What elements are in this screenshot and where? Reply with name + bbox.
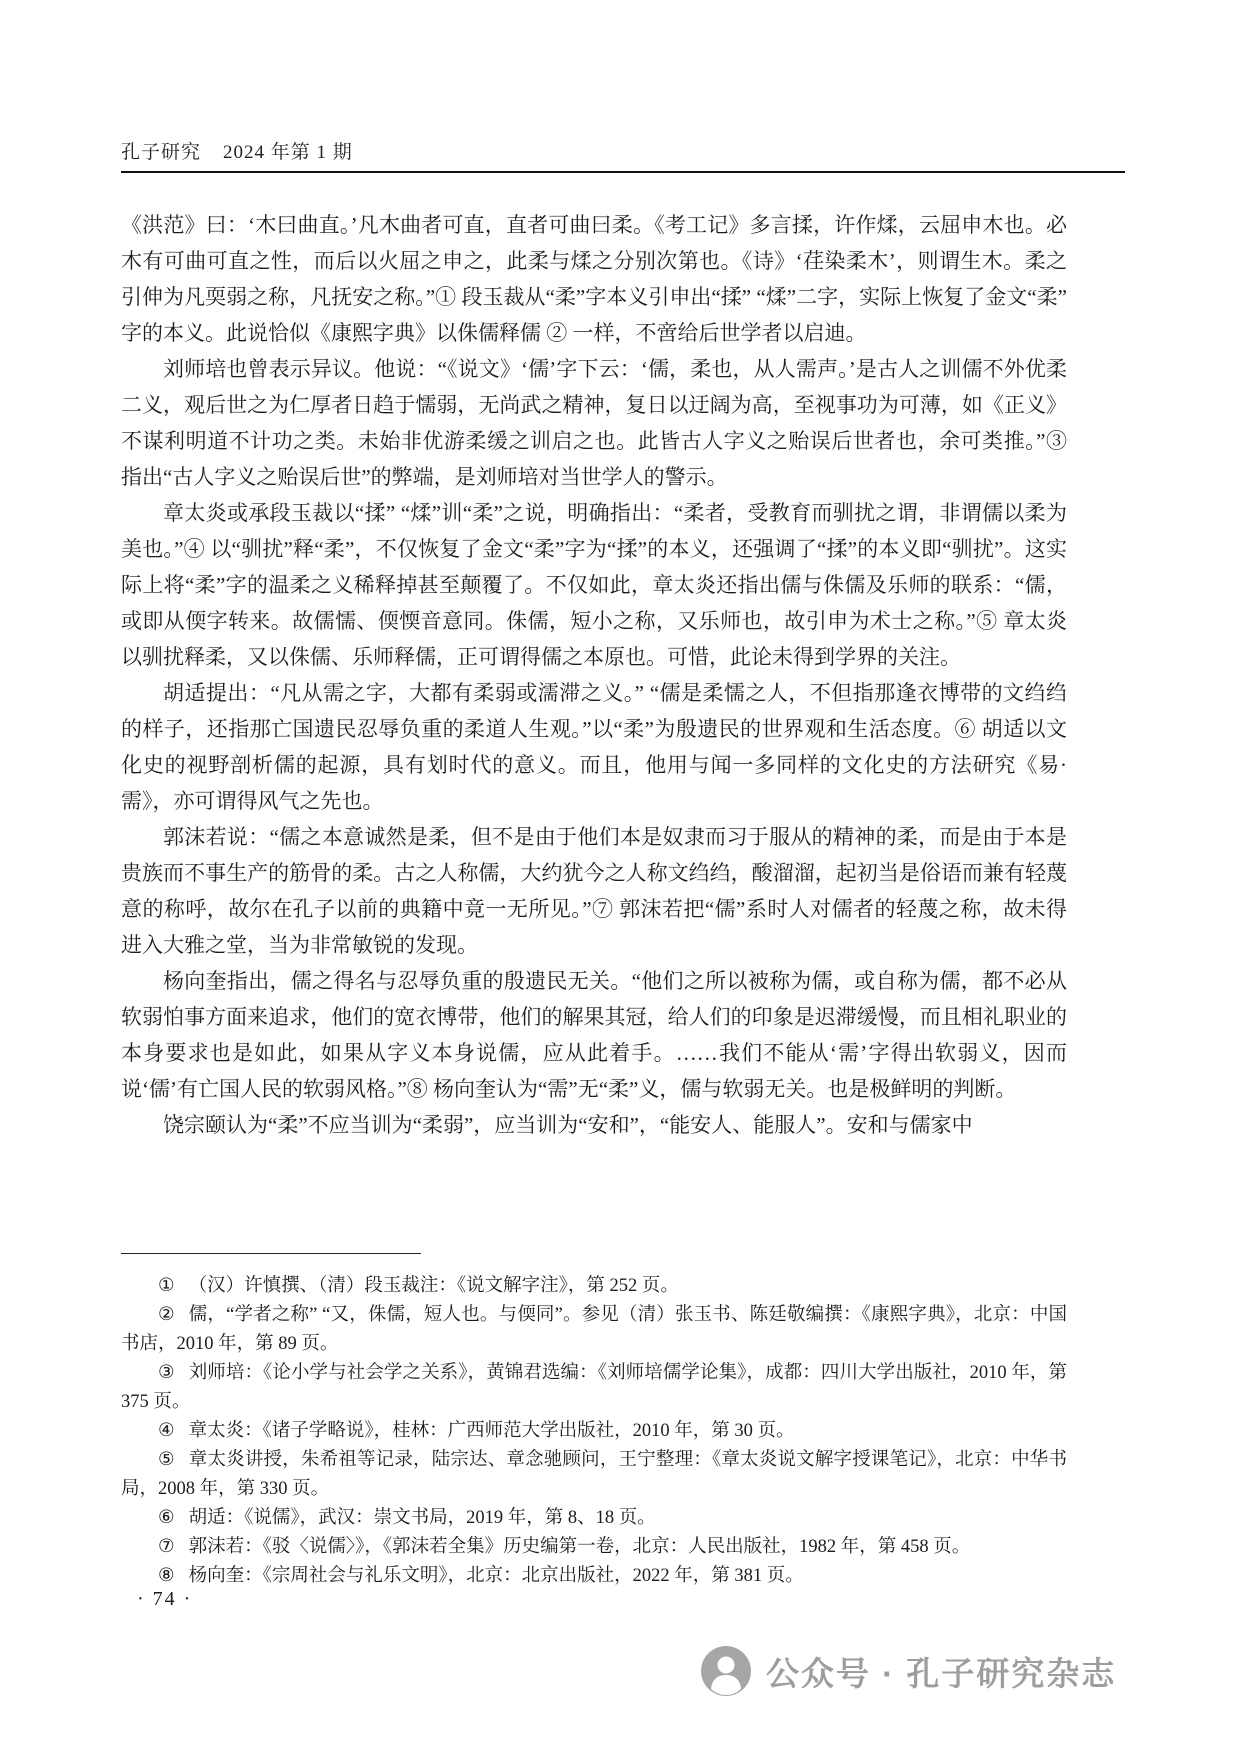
footnote-item (121, 1504, 1067, 1533)
footnote-item (121, 1533, 1067, 1562)
footnote-marker: ② (158, 1305, 175, 1325)
body-paragraph: 刘师培也曾表示异议。他说：“《说文》‘儒’字下云：‘儒，柔也，从人需声。’是古人之训儒不外优柔二义，观后世之为仁厚者日趋于懦弱，无尚武之精神，复日以迂阔为高，至视事功为可薄，如《正义》不谋利明道不计功之类。未始非优游柔缓之训启之也。此皆古人字义之贻误后世者也，余可类推。”③ 指出“古人字义之贻误后世”的弊端，是刘师培对当世学人的警示。 (121, 357, 1067, 489)
issue-label: 2024 年第 1 期 (223, 142, 353, 163)
footnote-marker: ③ (158, 1363, 175, 1383)
footnote-text: 胡适：《说儒》，武汉：崇文书局，2019 年，第 8、18 页。 (188, 1508, 656, 1528)
journal-title: 孔子研究 (121, 142, 202, 163)
footnote-item (121, 1562, 1067, 1591)
article-body (121, 207, 1067, 1143)
running-header (121, 137, 1125, 164)
footnote-item (121, 1417, 1067, 1446)
footnote-item (121, 1359, 1067, 1417)
footnote-item (121, 1446, 1067, 1504)
footnote-text: 章太炎：《诸子学略说》，桂林：广西师范大学出版社，2010 年，第 30 页。 (188, 1421, 795, 1441)
body-paragraph: 郭沫若说：“儒之本意诚然是柔，但不是由于他们本是奴隶而习于服从的精神的柔，而是由于本是贵族而不事生产的筋骨的柔。古之人称儒，大约犹今之人称文绉绉，酸溜溜，起初当是俗语而兼有轻蔑意的称呼，故尔在孔子以前的典籍中竟一无所见。”⑦ 郭沫若把“儒”系时人对儒者的轻蔑之称，故未得进入大雅之堂，当为非常敏锐的发现。 (121, 825, 1067, 957)
footnote-item (121, 1272, 1067, 1301)
body-paragraph: 胡适提出：“凡从需之字，大都有柔弱或濡滞之义。” “儒是柔懦之人，不但指那逢衣博带的文绉绉的样子，还指那亡国遗民忍辱负重的柔道人生观。”以“柔”为殷遗民的世界观和生活态度。⑥ 胡适以文化史的视野剖析儒的起源，具有划时代的意义。而且，他用与闻一多同样的文化史的方法研究《易·需》，亦可谓得风气之先也。 (121, 681, 1067, 813)
footnote-text: 郭沫若：《驳〈说儒〉》，《郭沫若全集》历史编第一卷，北京：人民出版社，1982 年，第 458 页。 (188, 1537, 971, 1557)
footnote-text: 杨向奎：《宗周社会与礼乐文明》，北京：北京出版社，2022 年，第 381 页。 (188, 1566, 804, 1586)
body-paragraph: 《洪范》曰：‘木曰曲直。’凡木曲者可直，直者可曲曰柔。《考工记》多言揉，许作煣，云屈申木也。必木有可曲可直之性，而后以火屈之申之，此柔与煣之分别次第也。《诗》‘荏染柔木’，则谓生木。柔之引伸为凡耎弱之称，凡抚安之称。”① 段玉裁从“柔”字本义引申出“揉” “煣”二字，实际上恢复了金文“柔”字的本义。此说恰似《康熙字典》以侏儒释儒 ② 一样，不啻给后世学者以启迪。 (121, 213, 1067, 345)
official-account-logo-icon (700, 1645, 752, 1697)
footnote-text: 儒，“学者之称” “又，侏儒，短人也。与偄同”。参见（清）张玉书、陈廷敬编撰：《康熙字典》，北京：中国书店，2010 年，第 89 页。 (121, 1305, 1067, 1354)
body-paragraph: 饶宗颐认为“柔”不应当训为“柔弱”，应当训为“安和”，“能安人、能服人”。安和与儒家中 (163, 1113, 973, 1137)
header-rule (121, 171, 1125, 173)
footnote-separator-rule (121, 1253, 421, 1254)
footnote-marker: ④ (158, 1421, 175, 1441)
footnote-text: （汉）许慎撰、（清）段玉裁注：《说文解字注》，第 252 页。 (188, 1276, 679, 1296)
watermark-text: 公众号 · 孔子研究杂志 (766, 1654, 1117, 1692)
body-paragraph: 章太炎或承段玉裁以“揉” “煣”训“柔”之说，明确指出：“柔者，受教育而驯扰之谓，非谓儒以柔为美也。”④ 以“驯扰”释“柔”，不仅恢复了金文“柔”字为“揉”的本义，还强调了“揉”的本义即“驯扰”。这实际上将“柔”字的温柔之义稀释掉甚至颠覆了。不仅如此，章太炎还指出儒与侏儒及乐师的联系：“儒，或即从偄字转来。故儒懦、偄愞音意同。侏儒，短小之称，又乐师也，故引申为术士之称。”⑤ 章太炎以驯扰释柔，又以侏儒、乐师释儒，正可谓得儒之本原也。可惜，此论未得到学界的关注。 (121, 501, 1067, 669)
footnote-text: 刘师培：《论小学与社会学之关系》，黄锦君选编：《刘师培儒学论集》，成都：四川大学出版社，2010 年，第 375 页。 (121, 1363, 1067, 1412)
body-paragraph: 杨向奎指出，儒之得名与忍辱负重的殷遗民无关。“他们之所以被称为儒，或自称为儒，都不必从软弱怕事方面来追求，他们的宽衣博带，他们的解果其冠，给人们的印象是迟滞缓慢，而且相礼职业的本身要求也是如此，如果从字义本身说儒，应从此着手。……我们不能从‘需’字得出软弱义，因而说‘儒’有亡国人民的软弱风格。”⑧ 杨向奎认为“需”无“柔”义，儒与软弱无关。也是极鲜明的判断。 (121, 969, 1067, 1101)
watermark (700, 1645, 1116, 1697)
footnotes (121, 1272, 1067, 1591)
footnote-marker: ⑤ (158, 1450, 175, 1470)
page-number: · 74 · (137, 1588, 193, 1610)
footnote-marker: ⑦ (158, 1537, 175, 1557)
footnote-marker: ⑧ (158, 1566, 175, 1586)
footnote-marker: ⑥ (158, 1508, 175, 1528)
footnote-text: 章太炎讲授，朱希祖等记录，陆宗达、章念驰顾问，王宁整理：《章太炎说文解字授课笔记》，北京：中华书局，2008 年，第 330 页。 (121, 1450, 1067, 1499)
footnote-marker: ① (158, 1276, 175, 1296)
footnote-item (121, 1301, 1067, 1359)
